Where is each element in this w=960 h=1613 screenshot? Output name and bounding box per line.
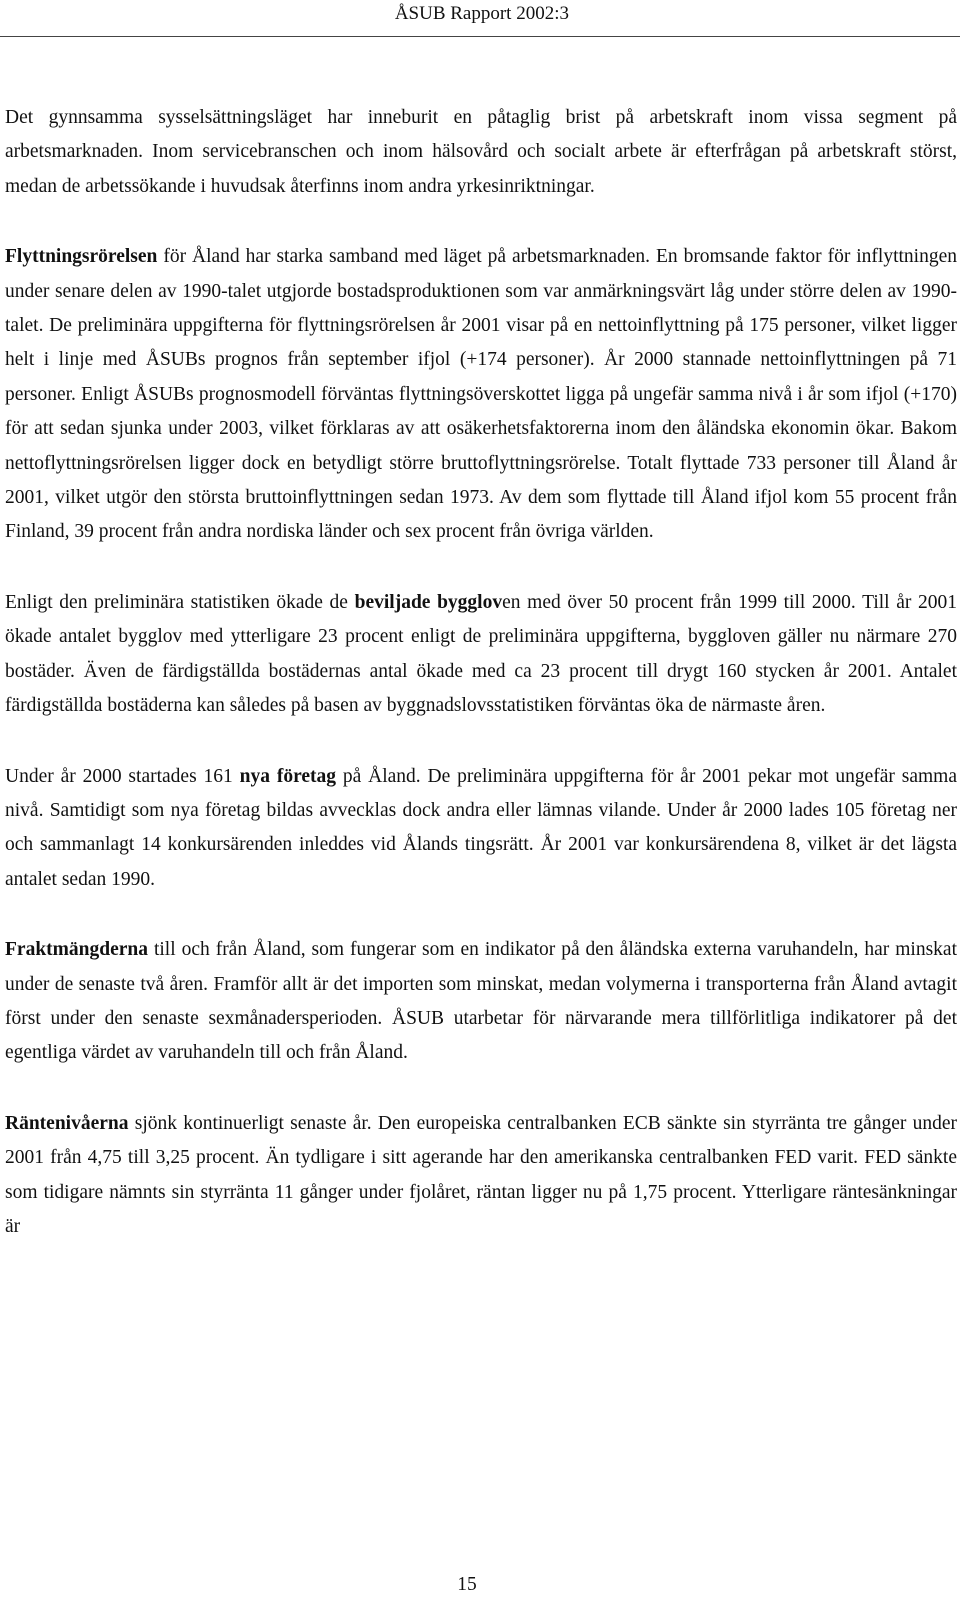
header-rule — [0, 36, 960, 37]
paragraph-interest-rates — [5, 1107, 957, 1245]
paragraph-text-pre: Enligt den preliminära statistiken ökade de — [5, 591, 355, 613]
paragraph-freight — [5, 933, 957, 1071]
running-header: ÅSUB Rapport 2002:3 — [394, 3, 569, 24]
paragraph-building-permits — [5, 586, 957, 724]
page-body — [5, 101, 957, 1244]
paragraph-lead-term: Flyttningsrörelsen — [5, 246, 158, 268]
paragraph-lead-term: Räntenivåerna — [5, 1112, 129, 1134]
paragraph-text-post: på Åland. De preliminära uppgifterna för år 2001 pekar mot ungefär samma nivå. Samtidigt som nya företag bildas avvecklas dock andra eller lämnas vilande. Under år 2000 lades 105 företag ner och sammanlagt 14 konkursärenden inleddes vid Ålands tingsrätt. År 2001 var konkursärendena 8, vilket är det lägsta antalet sedan 1990. — [5, 765, 957, 890]
paragraph-bold-term: beviljade bygglov — [354, 591, 503, 613]
paragraph-text: till och från Åland, som fungerar som en indikator på den åländska externa varuhandeln, har minskat under de senaste två åren. Framför allt är det importen som minskat, medan volymerna i transporterna från Åland avtagit först under den senaste sexmånadersperioden. ÅSUB utarbetar för närvarande mera tillförlitliga indikatorer på det egentliga värdet av varuhandeln till och från Åland. — [5, 939, 957, 1064]
paragraph-new-companies — [5, 760, 957, 898]
paragraph-text: för Åland har starka samband med läget på arbetsmarknaden. En bromsande faktor för inflyttningen under senare delen av 1990-talet utgjorde bostadsproduktionen som var anmärkningsvärt låg under större delen av 1990-talet. De preliminära uppgifterna för flyttningsrörelsen år 2001 visar på en nettoinflyttning på 175 personer, vilket ligger helt i linje med ÅSUBs prognos från september ifjol (+174 personer). År 2000 stannade nettoinflyttningen på 71 personer. Enligt ÅSUBs prognosmodell förväntas flyttningsöverskottet ligga på ungefär samma nivå i år som ifjol (+170) för att sedan sjunka under 2003, vilket förklaras av att osäkerhetsfaktorerna inom den åländska ekonomin ökar. Bakom nettoflyttningsrörelsen ligger dock en betydligt större bruttoflyttningsrörelse. Totalt flyttade 733 personer till Åland år 2001, vilket utgör den största bruttoinflyttningen sedan 1973. Av dem som flyttade till Åland ifjol kom 55 procent från Finland, 39 procent från andra nordiska länder och sex procent från övriga världen. — [5, 246, 957, 543]
paragraph-migration — [5, 240, 957, 550]
paragraph-employment — [5, 101, 957, 204]
paragraph-text-post: en med över 50 procent från 1999 till 2000. Till år 2001 ökade antalet bygglov med ytterligare 23 procent enligt de preliminära uppgifterna, byggloven gäller nu närmare 270 bostäder. Även de färdigställda bostädernas antal ökade med ca 23 procent till drygt 160 stycken år 2001. Antalet färdigställda bostäderna kan således på basen av byggnadslovsstatistiken förväntas öka de närmaste åren. — [5, 591, 958, 717]
paragraph-text-pre: Under år 2000 startades 161 — [5, 765, 240, 787]
paragraph-bold-term: nya företag — [239, 765, 337, 787]
paragraph-text: Det gynnsamma sysselsättningsläget har inneburit en påtaglig brist på arbetskraft inom vissa segment på arbetsmarknaden. Inom servicebranschen och inom hälsovård och socialt arbete är efterfrågan på arbetskraft störst, medan de arbetssökande i huvudsak återfinns inom andra yrkesinriktningar. — [5, 107, 957, 197]
paragraph-text: sjönk kontinuerligt senaste år. Den europeiska centralbanken ECB sänkte sin styrränta tre gånger under 2001 från 4,75 till 3,25 procent. Än tydligare i sitt agerande har den amerikanska centralbanken FED varit. FED sänkte som tidigare nämnts sin styrränta 11 gånger under fjolåret, räntan ligger nu på 1,75 procent. Ytterligare räntesänkningar är — [5, 1112, 957, 1237]
paragraph-lead-term: Fraktmängderna — [5, 939, 148, 961]
page-number: 15 — [457, 1574, 477, 1595]
